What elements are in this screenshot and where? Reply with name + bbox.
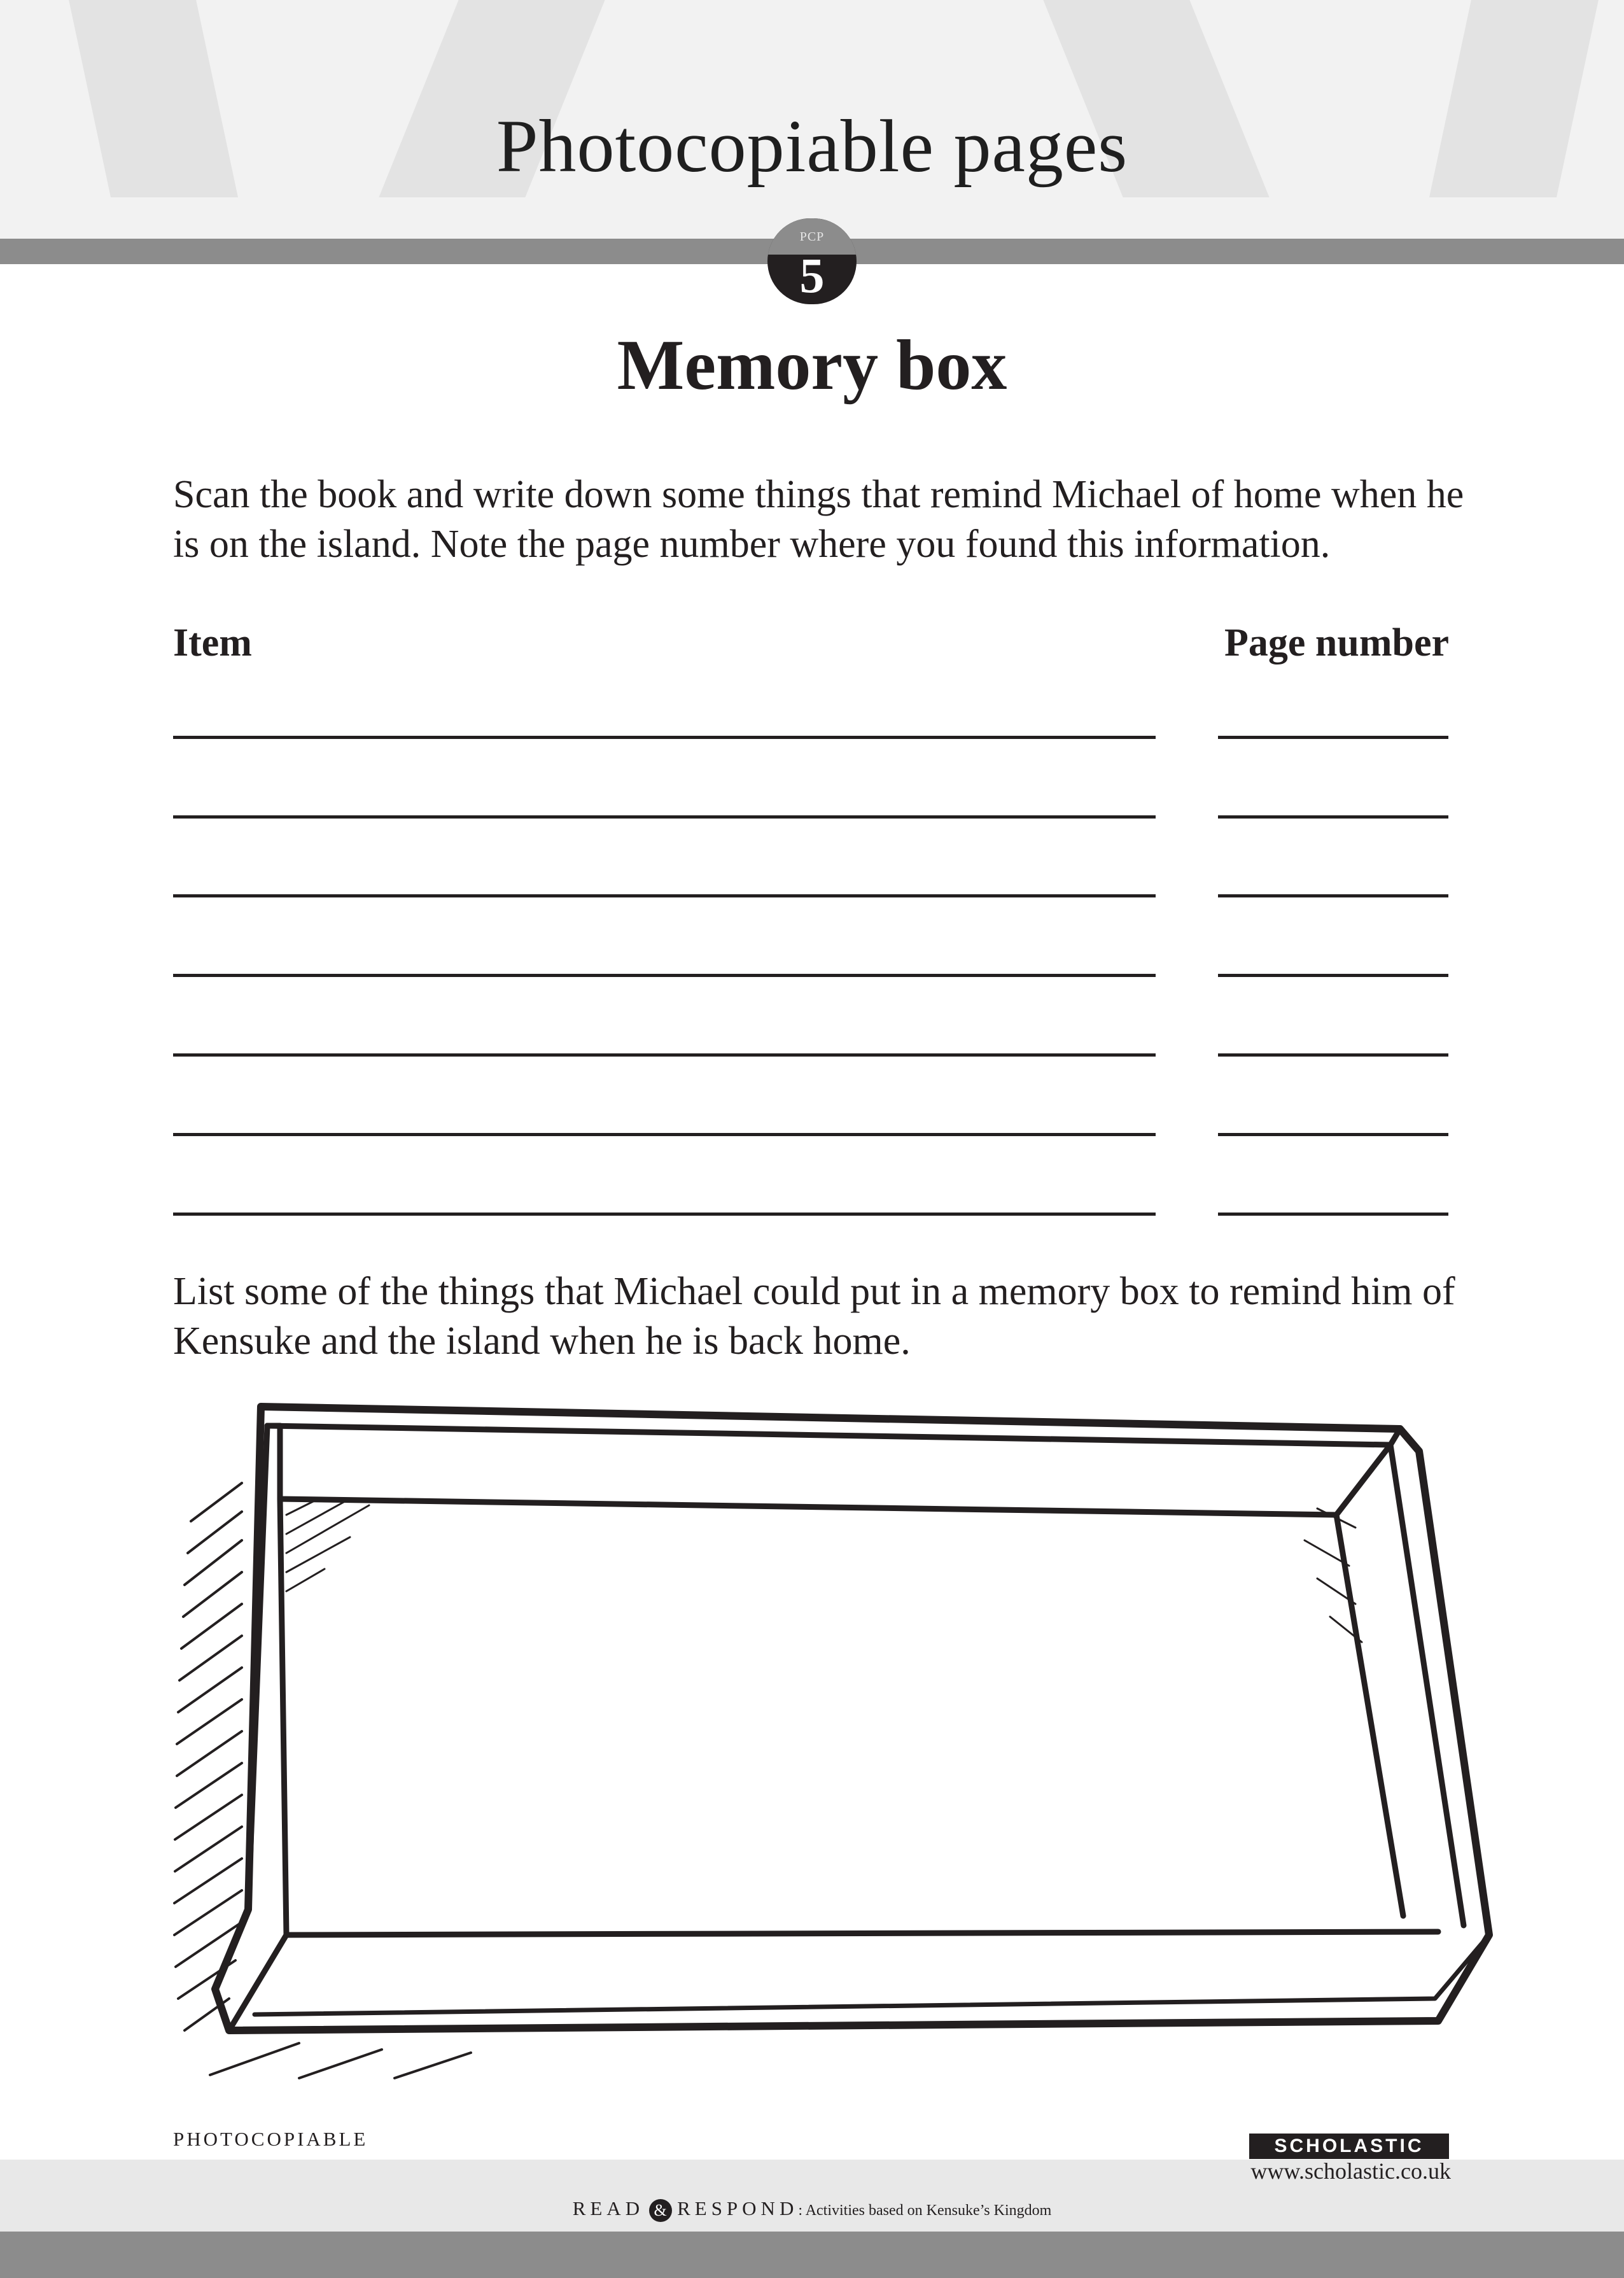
page-answer-line[interactable] bbox=[1218, 815, 1448, 819]
pcp-label: PCP bbox=[799, 230, 825, 244]
website-link[interactable]: www.scholastic.co.uk bbox=[1250, 2158, 1451, 2184]
page-answer-line[interactable] bbox=[1218, 1133, 1448, 1136]
series-read: READ bbox=[572, 2197, 645, 2219]
item-answer-line[interactable] bbox=[173, 1053, 1156, 1057]
page-answer-line[interactable] bbox=[1218, 894, 1448, 897]
series-line bbox=[0, 2197, 1624, 2222]
photocopiable-label: PHOTOCOPIABLE bbox=[173, 2128, 368, 2150]
item-column-heading: Item bbox=[173, 621, 252, 664]
page-number-column-heading: Page number bbox=[1224, 621, 1449, 664]
memory-box-illustration bbox=[172, 1388, 1502, 2094]
footer-bottom-band bbox=[0, 2232, 1624, 2278]
item-answer-line[interactable] bbox=[173, 974, 1156, 977]
item-answer-line[interactable] bbox=[173, 736, 1156, 739]
page-answer-line[interactable] bbox=[1218, 736, 1448, 739]
page-title: Memory box bbox=[617, 326, 1007, 405]
item-answer-line[interactable] bbox=[173, 815, 1156, 819]
pcp-number: 5 bbox=[799, 248, 825, 303]
page-answer-line[interactable] bbox=[1218, 974, 1448, 977]
header-band bbox=[0, 0, 1624, 239]
instruction-text-1: Scan the book and write down some things that remind Michael of home when he is on the island. Note the page number where you found this information. bbox=[173, 473, 1464, 566]
ampersand-icon: & bbox=[649, 2199, 672, 2222]
instruction-text-2: List some of the things that Michael could put in a memory box to remind him of Kensuke and the island when he is back home. bbox=[173, 1270, 1455, 1363]
page-answer-line[interactable] bbox=[1218, 1213, 1448, 1216]
item-answer-line[interactable] bbox=[173, 1133, 1156, 1136]
page-answer-line[interactable] bbox=[1218, 1053, 1448, 1057]
publisher-logo: SCHOLASTIC bbox=[1249, 2134, 1449, 2159]
item-answer-line[interactable] bbox=[173, 894, 1156, 897]
pcp-badge bbox=[767, 218, 857, 304]
item-answer-line[interactable] bbox=[173, 1213, 1156, 1216]
series-subtitle: : Activities based on Kensuke’s Kingdom bbox=[798, 2202, 1052, 2219]
section-title: Photocopiable pages bbox=[496, 104, 1128, 188]
series-respond: RESPOND bbox=[677, 2197, 799, 2219]
